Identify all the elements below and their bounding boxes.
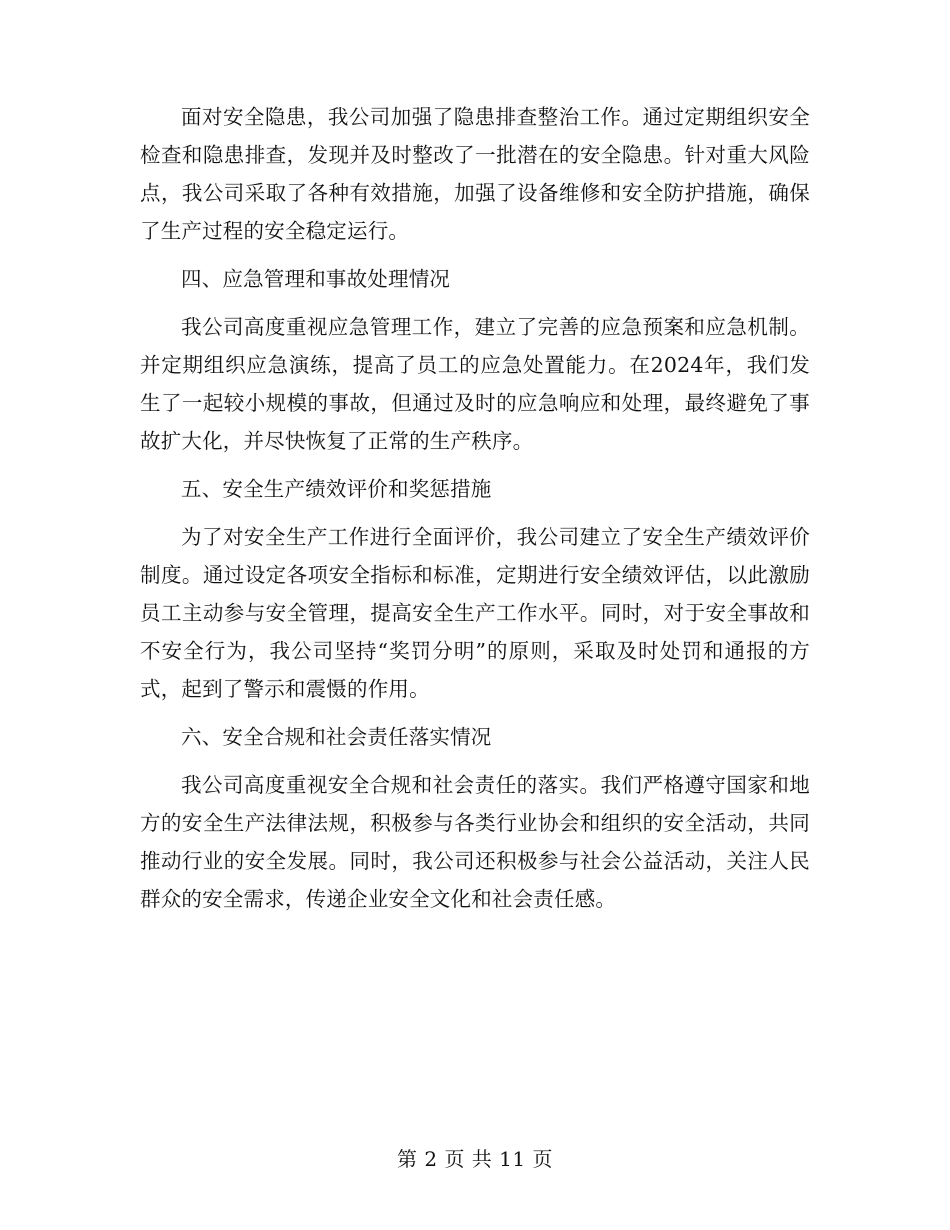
section-heading-emergency-management: 四、应急管理和事故处理情况 — [181, 267, 451, 291]
section-heading-compliance-responsibility: 六、安全合规和社会责任落实情况 — [181, 725, 492, 749]
paragraph-emergency-management: 我公司高度重视应急管理工作，建立了完善的应急预案和应急机制。并定期组织应急演练，提高了员工的应急处置能力。在2024年，我们发生了一起较小规模的事故，但通过及时的应急响应和处理，最终避免了事故扩大化，并尽快恢复了正常的生产秩序。 — [140, 315, 810, 453]
page-number-footer: 第 2 页 共 11 页 — [397, 1147, 553, 1171]
section-heading-performance-evaluation: 五、安全生产绩效评价和奖惩措施 — [181, 477, 492, 501]
paragraph-hazard-remediation: 面对安全隐患，我公司加强了隐患排查整治工作。通过定期组织安全检查和隐患排查，发现并及时整改了一批潜在的安全隐患。针对重大风险点，我公司采取了各种有效措施，加强了设备维修和安全防护措施，确保了生产过程的安全稳定运行。 — [140, 105, 810, 243]
paragraph-compliance-responsibility: 我公司高度重视安全合规和社会责任的落实。我们严格遵守国家和地方的安全生产法律法规，积极参与各类行业协会和组织的安全活动，共同推动行业的安全发展。同时，我公司还积极参与社会公益活动，关注人民群众的安全需求，传递企业安全文化和社会责任感。 — [140, 773, 810, 911]
paragraph-performance-evaluation: 为了对安全生产工作进行全面评价，我公司建立了安全生产绩效评价制度。通过设定各项安全指标和标准，定期进行安全绩效评估，以此激励员工主动参与安全管理，提高安全生产工作水平。同时，对于安全事故和不安全行为，我公司坚持“奖罚分明”的原则，采取及时处罚和通报的方式，起到了警示和震慑的作用。 — [140, 525, 810, 701]
document-body — [140, 98, 810, 928]
